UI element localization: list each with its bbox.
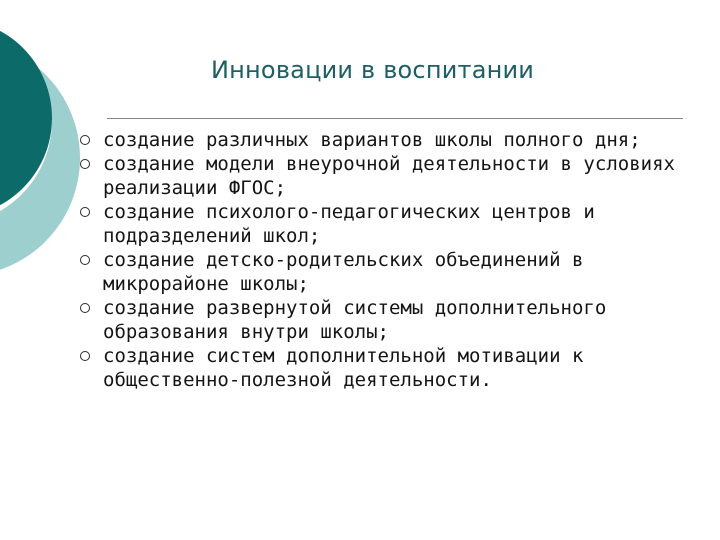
hollow-circle-bullet-icon [80, 159, 90, 169]
list-item-text: создание различных вариантов школы полного дня; [103, 129, 641, 151]
list-item [80, 296, 695, 344]
list-item [80, 200, 695, 248]
list-item [80, 344, 695, 392]
hollow-circle-bullet-icon [80, 135, 90, 145]
list-item [80, 248, 695, 296]
hollow-circle-bullet-icon [80, 255, 90, 265]
list-item [80, 152, 695, 200]
hollow-circle-bullet-icon [80, 207, 90, 217]
hollow-circle-bullet-icon [80, 303, 90, 313]
list-item [80, 128, 695, 152]
bullet-list [80, 128, 695, 392]
list-item-text: создание развернутой системы дополнительного образования внутри школы; [103, 297, 607, 343]
slide-title: Инновации в воспитании [211, 56, 535, 84]
list-item-text: создание систем дополнительной мотивации к общественно-полезной деятельности. [103, 345, 584, 391]
list-item-text: создание детско-родительских объединений в микрорайоне школы; [103, 249, 584, 295]
list-item-text: создание психолого-педагогических центров и подразделений школ; [103, 201, 595, 247]
title-divider [107, 118, 683, 119]
hollow-circle-bullet-icon [80, 351, 90, 361]
list-item-text: создание модели внеурочной деятельности в условиях реализации ФГОС; [103, 153, 675, 199]
